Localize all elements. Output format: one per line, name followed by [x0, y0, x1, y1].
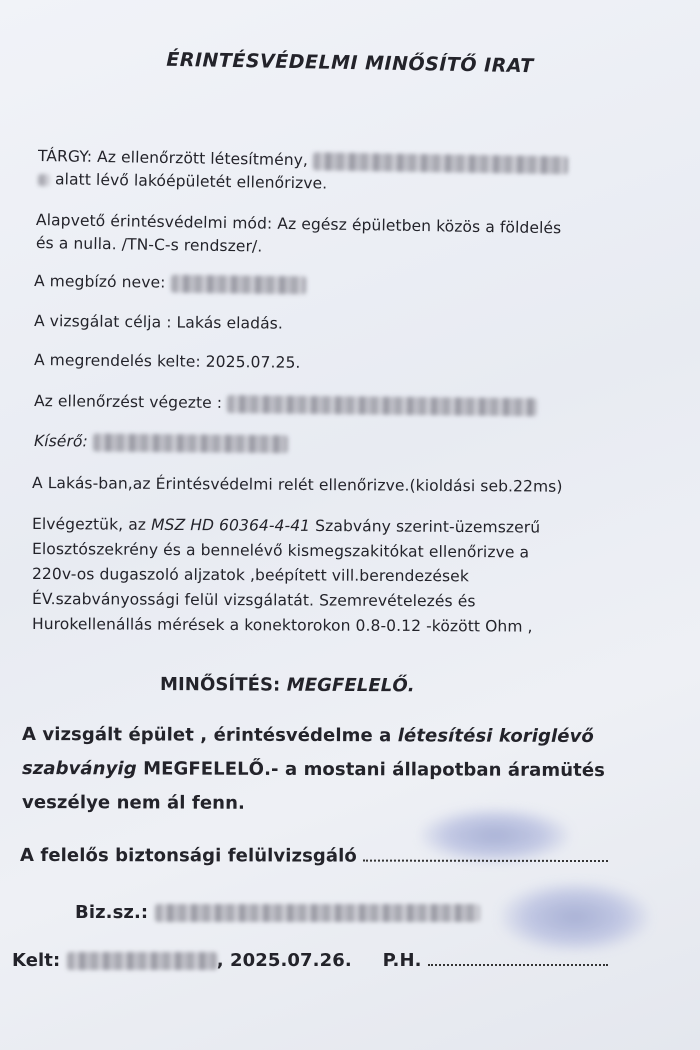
paragraph-line-4: ÉV.szabványossági felül vizsgálatát. Szemrevételezés és: [31, 590, 476, 611]
redacted-escort: [93, 433, 288, 453]
conclusion-line-3: veszélye nem ál fenn.: [21, 792, 245, 814]
signature-dotted-line: [363, 850, 608, 862]
paragraph-text: Elvégeztük, az: [31, 515, 147, 534]
paragraph-text: Szabvány szerint-üzemszerű: [315, 516, 541, 537]
redacted-certificate-number: [155, 904, 480, 922]
purpose-line: A vizsgálat célja : Lakás eladás.: [33, 312, 284, 333]
subject-text: Az ellenőrzött létesítmény,: [96, 147, 309, 170]
qualification-label: MINŐSÍTÉS:: [159, 674, 281, 696]
qualification-line: [160, 674, 415, 696]
conclusion-emphasis: létesítési koriglévő: [397, 725, 594, 747]
stamp-label: P.H.: [382, 950, 422, 971]
responsible-inspector-line: [20, 845, 608, 867]
inspector-label: Az ellenőrzést végezte :: [33, 392, 223, 412]
redacted-inspector: [227, 395, 537, 416]
subject-line-2: [38, 170, 328, 193]
stamp-dotted-line: [428, 954, 608, 966]
redacted-client-name: [170, 274, 305, 294]
standard-reference: MSZ HD 60364-4-41: [151, 515, 311, 535]
protection-mode-line-1: Alapvető érintésvédelmi mód: Az egész épületben közös a földelés: [35, 211, 562, 238]
redacted-address: [313, 152, 568, 174]
subject-label: TÁRGY:: [37, 147, 93, 166]
subject-line: [38, 147, 568, 174]
escort-label: Kísérő:: [33, 432, 88, 451]
paragraph-line-5: Hurokellenállás mérések a konektorokon 0.8-0.12 -között Ohm ,: [31, 615, 533, 636]
protection-mode-line-2: és a nulla. /TN-C-s rendszer/.: [35, 234, 263, 256]
conclusion-line-2: [22, 758, 605, 781]
rcd-check-line: A Lakás-ban,az Érintésvédelmi relét ellenőrizve.(kioldási seb.22ms): [31, 474, 563, 496]
document-title: ÉRINTÉSVÉDELMI MINŐSÍTŐ IRAT: [166, 48, 534, 78]
issue-label: Kelt:: [12, 950, 61, 971]
paragraph-line-1: [32, 515, 540, 537]
escort-line: [34, 432, 288, 453]
paragraph-line-3: 220v-os dugaszoló aljzatok ,beépített vill.berendezések: [31, 565, 469, 586]
redacted-stamp: [500, 882, 650, 952]
inspector-line: [34, 392, 537, 416]
certificate-number-line: [75, 902, 480, 923]
conclusion-text: A vizsgált épület , érintésvédelme a: [21, 724, 392, 747]
client-name-line: [34, 272, 306, 294]
client-name-label: A megbízó neve:: [33, 272, 166, 292]
certificate-number-label: Biz.sz.:: [75, 902, 149, 923]
qualification-value: MEGFELELŐ.: [286, 674, 415, 697]
subject-text-2: alatt lévő lakóépületét ellenőrizve.: [54, 170, 328, 193]
responsible-inspector-label: A felelős biztonsági felülvizsgáló: [19, 845, 357, 867]
issue-date: , 2025.07.26.: [216, 950, 352, 971]
conclusion-text: MEGFELELŐ.- a mostani állapotban áramütés: [143, 758, 606, 782]
conclusion-emphasis: szabványig: [21, 758, 137, 780]
issue-place-date-line: [12, 950, 608, 971]
order-date-line: A megrendelés kelte: 2025.07.25.: [33, 351, 301, 372]
paragraph-line-2: Elosztószekrény és a bennelévő kismegszakitókat ellenőrizve a: [31, 540, 530, 562]
redacted-number: [38, 174, 50, 186]
redacted-place: [67, 952, 217, 970]
conclusion-line-1: [22, 724, 594, 747]
